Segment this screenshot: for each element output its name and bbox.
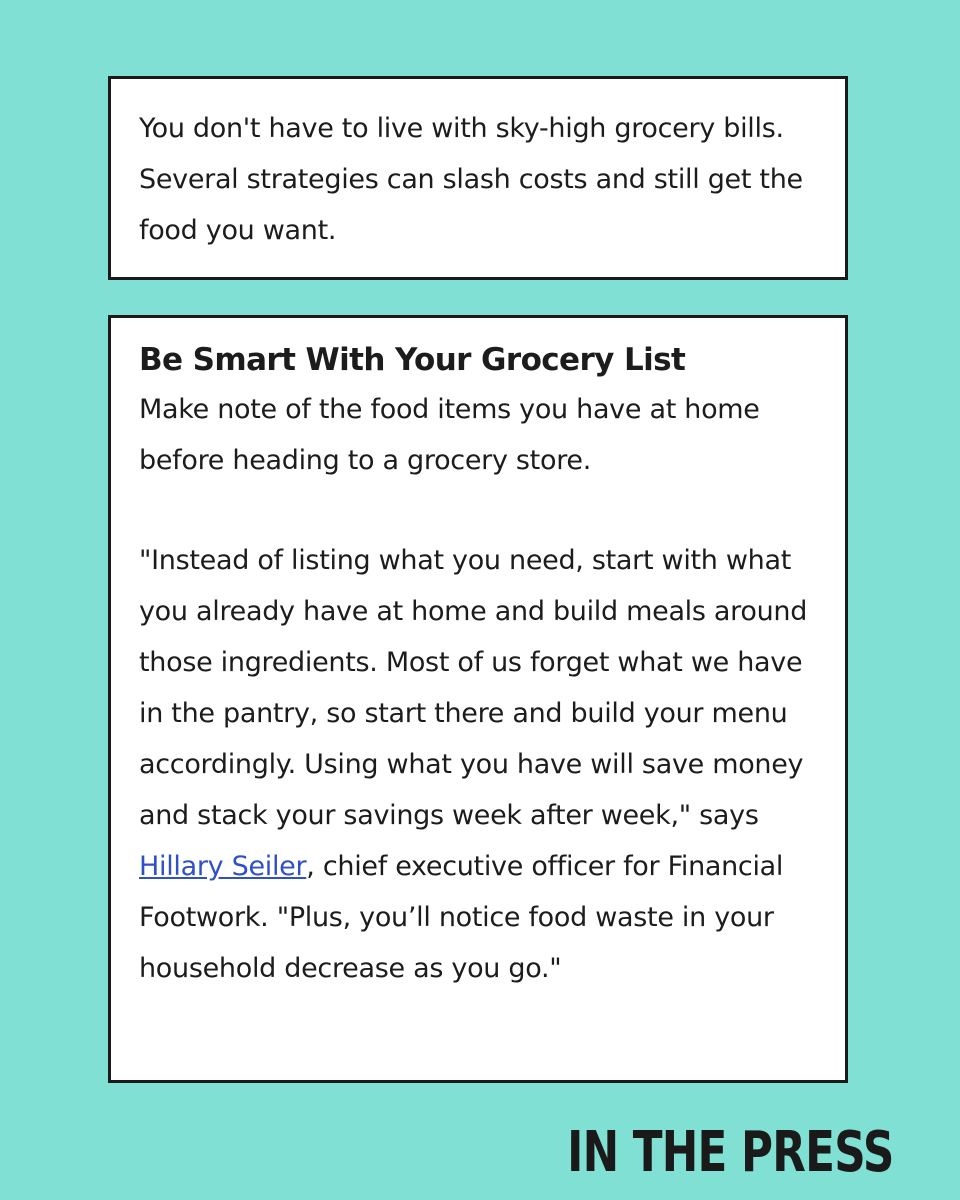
intro-card (108, 76, 848, 280)
section-body (139, 384, 817, 994)
article-card (108, 315, 848, 1083)
paragraph-note: Make note of the food items you have at home before heading to a grocery store. (139, 394, 760, 476)
quote-text-end: , chief executive officer for Financial Footwork. "Plus, you’ll notice food waste in your household decrease as you go." (139, 851, 784, 984)
in-the-press-logo: IN THE PRESS (567, 1120, 894, 1185)
section-heading: Be Smart With Your Grocery List (139, 342, 686, 378)
hillary-seiler-link[interactable]: Hillary Seiler (139, 851, 307, 882)
quote-text-start: "Instead of listing what you need, start with what you already have at home and build meals around those ingredients. Most of us forget what we have in the pantry, so start there and build your menu accordingly. Using what you have will save money and stack your savings week after week," says (139, 545, 808, 831)
intro-text: You don't have to live with sky-high grocery bills. Several strategies can slash costs and still get the food you want. (139, 113, 803, 246)
paragraph-quote (139, 535, 817, 994)
